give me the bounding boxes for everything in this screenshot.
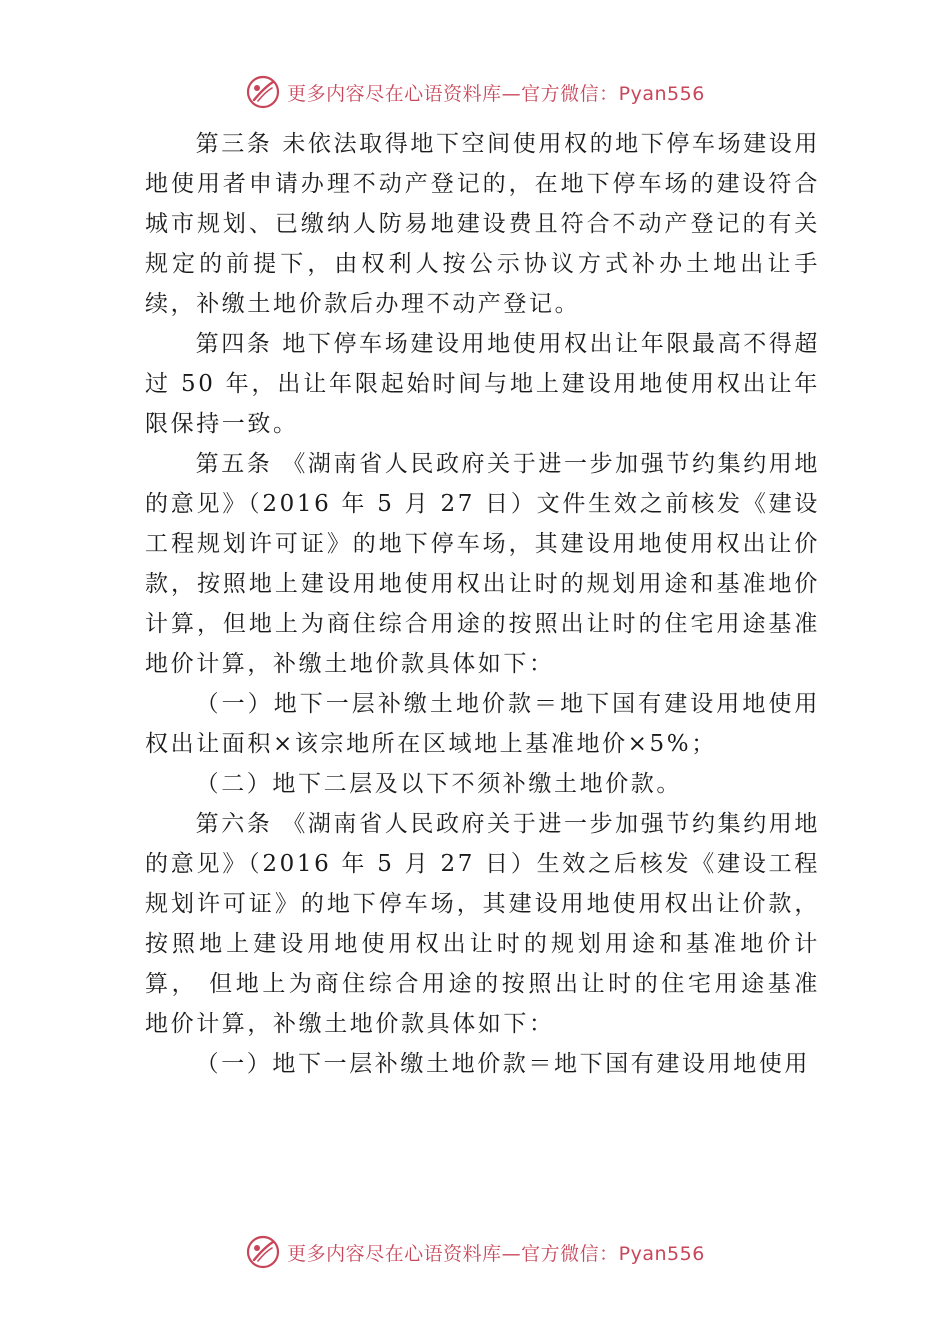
paragraph: （一）地下一层补缴土地价款＝地下国有建设用地使用 xyxy=(195,1051,810,1077)
banner-text: 更多内容尽在心语资料库—官方微信： xyxy=(287,1242,619,1265)
wechat-id: Pyan556 xyxy=(618,1242,705,1265)
paragraph: 第五条 《湖南省人民政府关于进一步加强节约集约用地的意见》（2016 年 5 月 27 日）文件生效之前核发《建设工程规划许可证》的地下停车场，其建设用地使用权出让价款，按照地上建设用地使用权出让时的规划用途和基准地价计算，但地上为商住综合用途的按照出让时的住宅用途基准地价计算，补缴土地价款具体如下： xyxy=(145,451,820,677)
banner-text: 更多内容尽在心语资料库—官方微信： xyxy=(287,82,619,105)
wechat-id: Pyan556 xyxy=(618,82,705,105)
paragraph: 第六条 《湖南省人民政府关于进一步加强节约集约用地的意见》（2016 年 5 月 27 日）生效之后核发《建设工程规划许可证》的地下停车场，其建设用地使用权出让价款，按照地上建设用地使用权出让时的规划用途和基准地价计算， 但地上为商住综合用途的按照出让时的住宅用途基准地价计算，补缴土地价款具体如下： xyxy=(145,811,820,1037)
document-body xyxy=(145,124,820,1084)
paragraph: （一）地下一层补缴土地价款＝地下国有建设用地使用权出让面积×该宗地所在区域地上基准地价×5%； xyxy=(145,691,820,757)
header-banner xyxy=(0,70,950,114)
paragraph: 第四条 地下停车场建设用地使用权出让年限最高不得超过 50 年，出让年限起始时间与地上建设用地使用权出让年限保持一致。 xyxy=(145,331,820,437)
footer-banner xyxy=(0,1230,950,1274)
paragraph: 第三条 未依法取得地下空间使用权的地下停车场建设用地使用者申请办理不动产登记的，在地下停车场的建设符合城市规划、已缴纳人防易地建设费且符合不动产登记的有关规定的前提下，由权利人按公示协议方式补办土地出让手续，补缴土地价款后办理不动产登记。 xyxy=(145,131,820,317)
quill-seal-icon xyxy=(245,1234,281,1270)
paragraph: （二）地下二层及以下不须补缴土地价款。 xyxy=(195,771,682,797)
quill-seal-icon xyxy=(245,74,281,110)
